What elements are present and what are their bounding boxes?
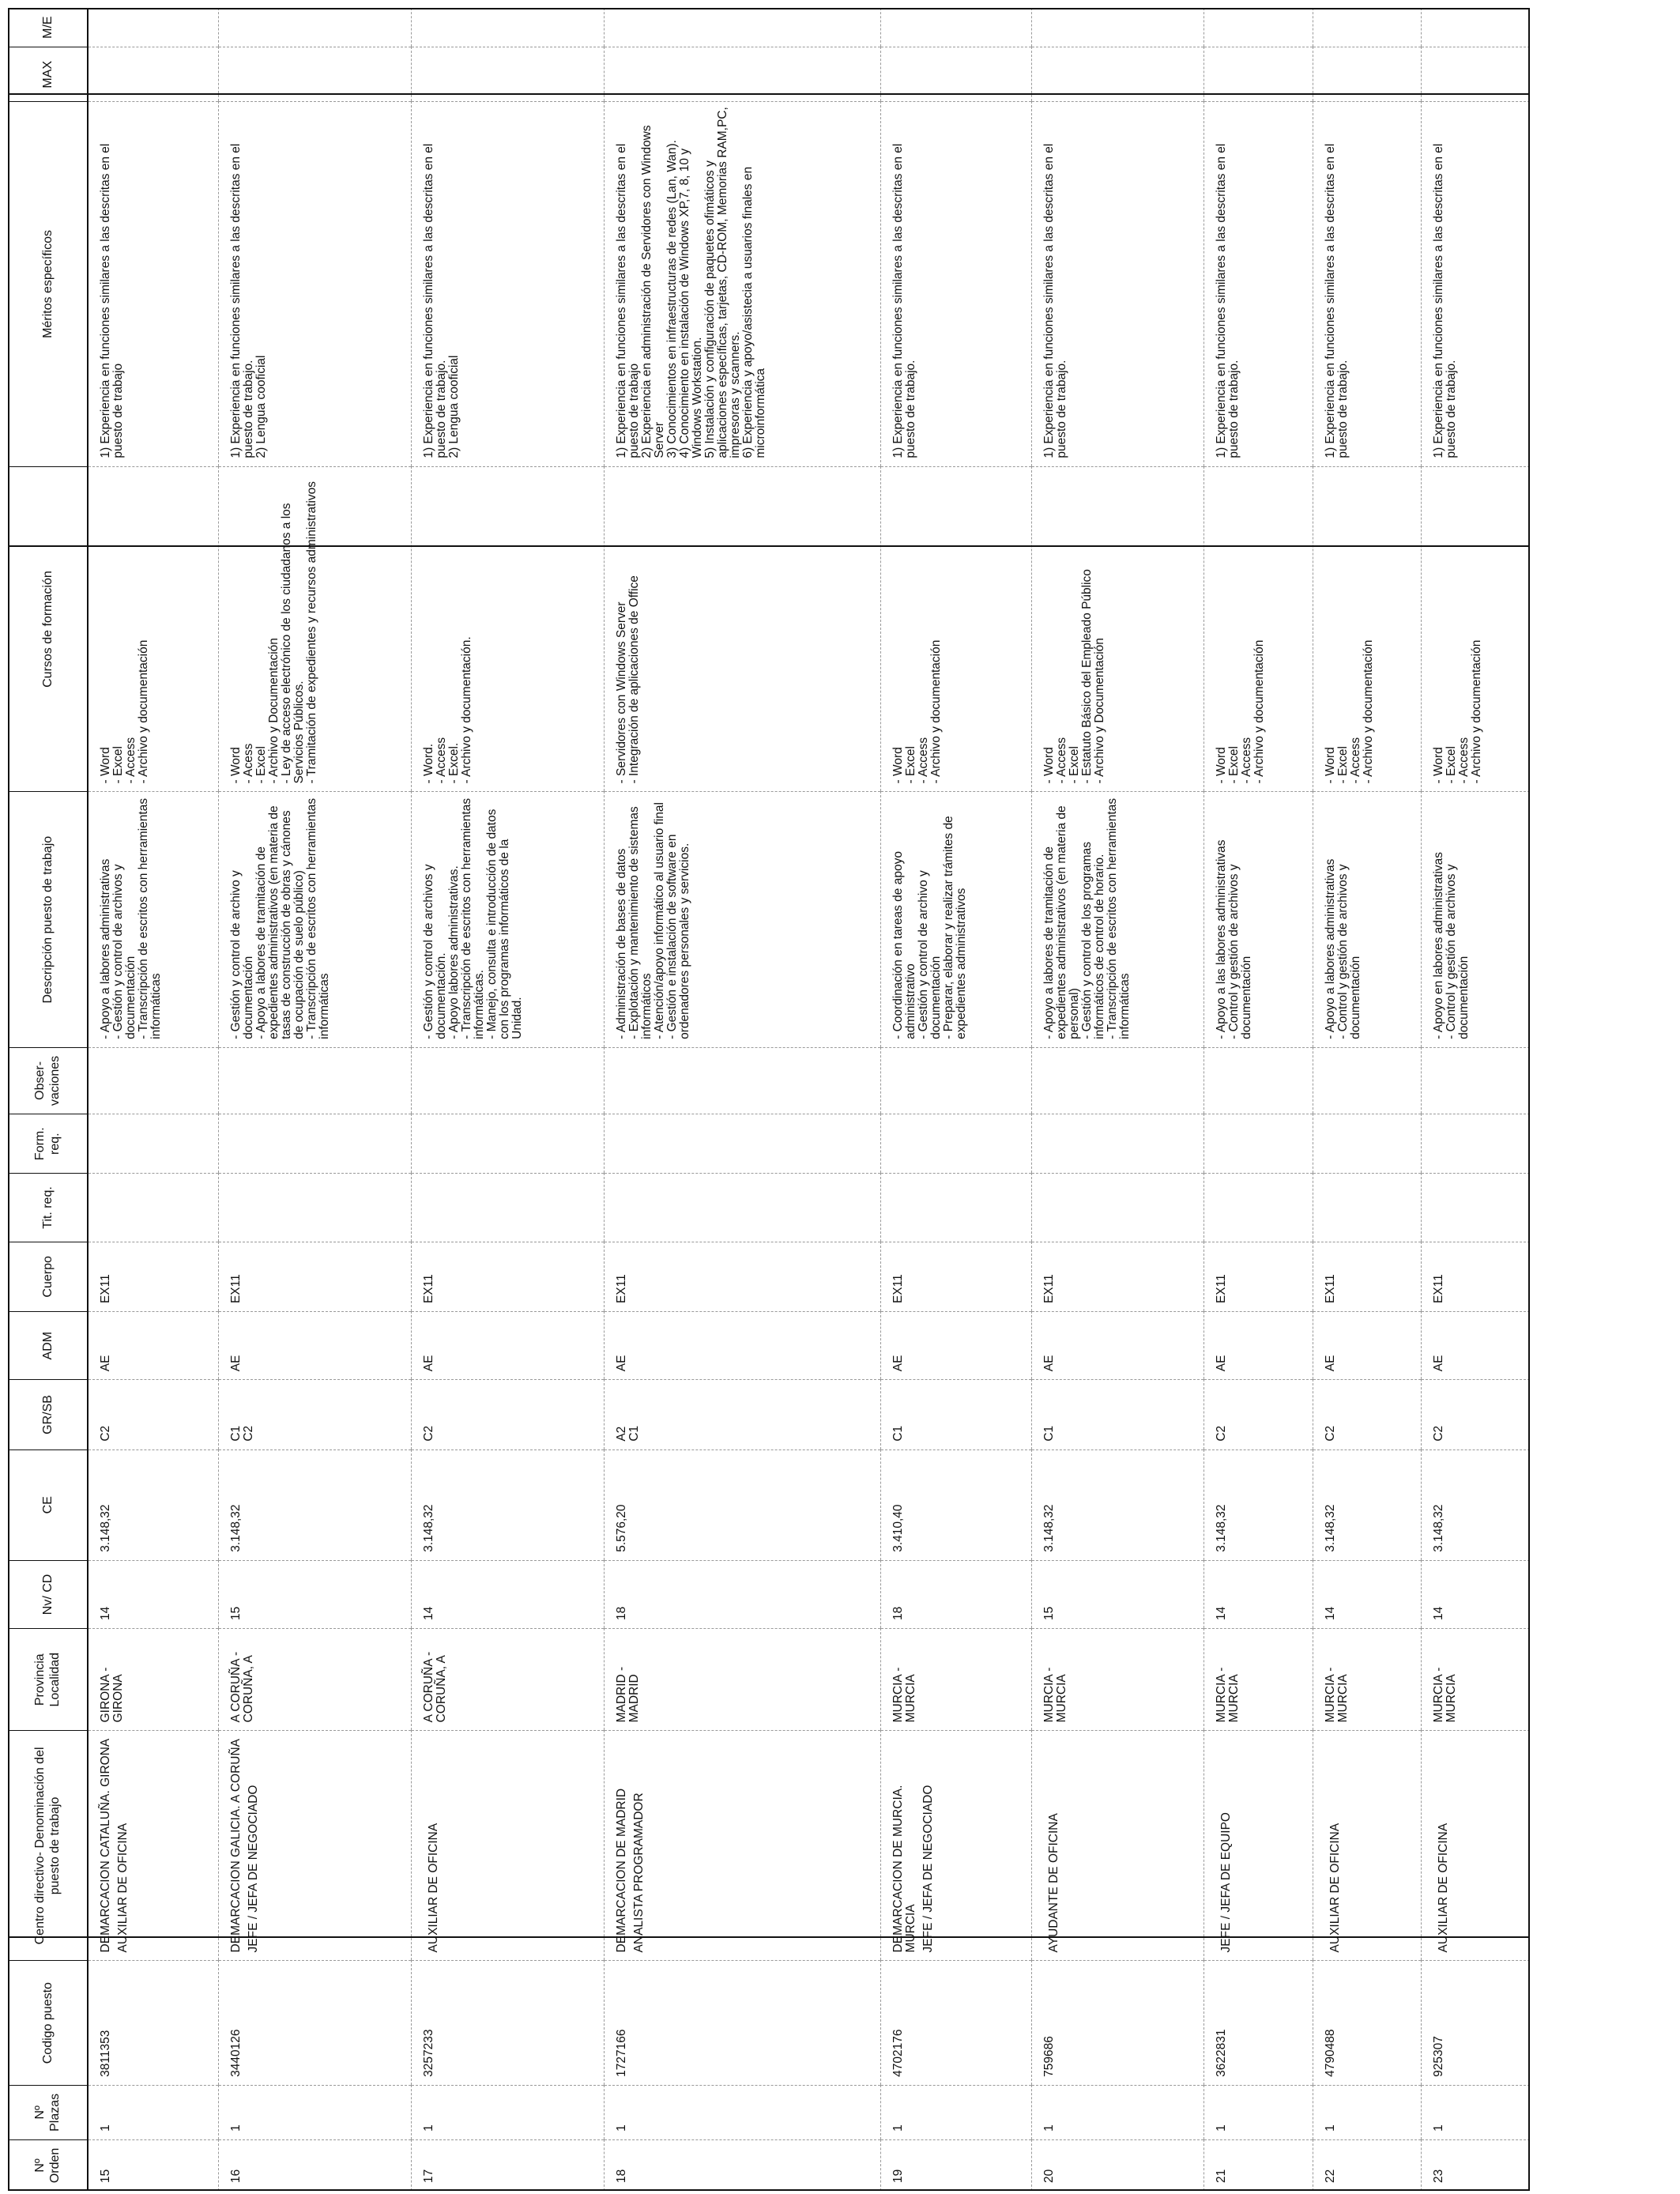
cell-orden: 18 — [604, 2139, 880, 2191]
col-header-formacion-req: Form. req. — [8, 1114, 88, 1173]
cell-plazas: 1 — [881, 2085, 1032, 2139]
cell-denominacion — [1313, 1731, 1422, 1961]
col-header-nivel: Nv/ CD — [8, 1560, 88, 1628]
cell-nivel: 14 — [88, 1560, 218, 1628]
cell-ce: 3.148,32 — [88, 1449, 218, 1560]
cell-ce: 3.148,32 — [1203, 1449, 1313, 1560]
puesto-denominacion: AUXILIAR DE OFICINA — [426, 1823, 440, 1953]
cell-me — [881, 8, 1032, 47]
cell-titulacion — [411, 1174, 604, 1242]
cell-denominacion — [218, 1731, 411, 1961]
cell-grupo: C2 — [1313, 1380, 1422, 1449]
cell-adm: AE — [411, 1312, 604, 1380]
cell-nivel: 15 — [1032, 1560, 1204, 1628]
col-header-me: M/E — [8, 8, 88, 47]
cell-observaciones — [604, 1047, 880, 1114]
cell-cuerpo: EX11 — [1313, 1242, 1422, 1311]
table-row — [604, 8, 880, 2191]
cell-me — [604, 8, 880, 47]
cell-max — [411, 47, 604, 102]
centro-directivo: DEMARCACION DE MURCIA. MURCIA — [891, 1785, 918, 1953]
cell-orden: 15 — [88, 2139, 218, 2191]
header-row — [8, 8, 88, 2191]
cell-codigo: 3257233 — [411, 1961, 604, 2085]
cell-denominacion — [1422, 1731, 1530, 1961]
cell-orden: 20 — [1032, 2139, 1204, 2191]
cell-titulacion — [1313, 1174, 1422, 1242]
cell-plazas: 1 — [1422, 2085, 1530, 2139]
cell-max — [1422, 47, 1530, 102]
cell-descripcion: - Gestión y control de archivos y documentación. - Apoyo labores administrativas. - Transcripción de escritos con herramientas informáticas. - Manejo, consulta e introducción de datos con los programas informáticos de la Unidad. — [411, 792, 604, 1047]
cell-formacion-req — [1313, 1114, 1422, 1173]
puesto-denominacion: AYUDANTE DE OFICINA — [1047, 1813, 1061, 1953]
cell-plazas: 1 — [218, 2085, 411, 2139]
cell-ce: 3.148,32 — [1032, 1449, 1204, 1560]
cell-grupo: C1 — [881, 1380, 1032, 1449]
col-header-cuerpo: Cuerpo — [8, 1242, 88, 1311]
cell-cursos: - Word - Excel - Access - Archivo y documentación — [88, 466, 218, 792]
col-header-denominacion: Centro directivo- Denominación del puesto de trabajo — [8, 1731, 88, 1961]
cell-me — [411, 8, 604, 47]
cell-max — [218, 47, 411, 102]
cell-observaciones — [88, 1047, 218, 1114]
cell-max — [1032, 47, 1204, 102]
cell-orden: 21 — [1203, 2139, 1313, 2191]
cell-codigo: 4702176 — [881, 1961, 1032, 2085]
cell-me — [1203, 8, 1313, 47]
cell-denominacion — [604, 1731, 880, 1961]
col-header-titulacion: Tit. req. — [8, 1174, 88, 1242]
cell-grupo: C2 — [1422, 1380, 1530, 1449]
cell-plazas: 1 — [88, 2085, 218, 2139]
cell-cuerpo: EX11 — [1032, 1242, 1204, 1311]
table-row — [881, 8, 1032, 2191]
cell-codigo: 4790488 — [1313, 1961, 1422, 2085]
cell-cuerpo: EX11 — [411, 1242, 604, 1311]
cell-grupo: A2 C1 — [604, 1380, 880, 1449]
col-header-observaciones: Obser- vaciones — [8, 1047, 88, 1114]
col-header-grupo: GR/SB — [8, 1380, 88, 1449]
cell-descripcion: - Apoyo a labores administrativas - Control y gestión de archivos y documentación — [1313, 792, 1422, 1047]
cell-formacion-req — [1422, 1114, 1530, 1173]
cell-titulacion — [218, 1174, 411, 1242]
cell-max — [1203, 47, 1313, 102]
cell-ce: 3.148,32 — [411, 1449, 604, 1560]
cell-adm: AE — [1422, 1312, 1530, 1380]
col-header-plazas: Nº Plazas — [8, 2085, 88, 2139]
cell-orden: 19 — [881, 2139, 1032, 2191]
cell-descripcion: - Apoyo a labores de tramitación de expedientes administrativos (en materia de personal) - Gestión y control de los programas informáticos de control de horario. - Transcripción de escritos con herramientas informáticas — [1032, 792, 1204, 1047]
cell-provincia: A CORUÑA - CORUÑA, A — [218, 1629, 411, 1731]
col-header-cursos: Cursos de formación — [8, 466, 88, 792]
cell-grupo: C2 — [411, 1380, 604, 1449]
cell-descripcion: - Administración de bases de datos - Explotación y mantenimiento de sistemas informáticos - Atención/apoyo informático al usuario final - Gestión e instalación de software en ordenadores personales y servicios. — [604, 792, 880, 1047]
cell-observaciones — [1313, 1047, 1422, 1114]
cell-meritos: 1) Experiencia en funciones similares a las descritas en el puesto de trabajo — [88, 102, 218, 466]
cell-descripcion: - Apoyo en labores administrativas - Control y gestión de archivos y documentación — [1422, 792, 1530, 1047]
puesto-denominacion: AUXILIAR DE OFICINA — [1328, 1823, 1342, 1953]
cell-meritos: 1) Experiencia en funciones similares a las descritas en el puesto de trabajo. — [1313, 102, 1422, 466]
table-row — [88, 8, 218, 2191]
cell-provincia: GIRONA - GIRONA — [88, 1629, 218, 1731]
col-header-ce: CE — [8, 1449, 88, 1560]
cell-me — [1313, 8, 1422, 47]
table-row — [411, 8, 604, 2191]
centro-directivo: DEMARCACION CATALUÑA. GIRONA — [99, 1738, 112, 1953]
cell-adm: AE — [1032, 1312, 1204, 1380]
cell-nivel: 14 — [1313, 1560, 1422, 1628]
cell-adm: AE — [1313, 1312, 1422, 1380]
cell-formacion-req — [411, 1114, 604, 1173]
cell-observaciones — [1203, 1047, 1313, 1114]
cell-codigo: 925307 — [1422, 1961, 1530, 2085]
cell-descripcion: - Apoyo a labores administrativas - Gestión y control de archivos y documentación - Transcripción de escritos con herramientas informáticas — [88, 792, 218, 1047]
cell-max — [88, 47, 218, 102]
cell-cursos: - Word - Excel - Access - Archivo y documentación — [881, 466, 1032, 792]
cell-cuerpo: EX11 — [218, 1242, 411, 1311]
cell-meritos: 1) Experiencia en funciones similares a las descritas en el puesto de trabajo. — [881, 102, 1032, 466]
cell-cursos: - Word - Acess - Excel - Archivo y Documentación - Ley de acceso electrónico de los ciudadanos a los Servicios Públicos. - Tramitación de expedientes y recursos administrativos — [218, 466, 411, 792]
puesto-denominacion: JEFE / JEFA DE NEGOCIADO — [246, 1785, 260, 1953]
cell-meritos: 1) Experiencia en funciones similares a las descritas en el puesto de trabajo. — [1032, 102, 1204, 466]
cell-nivel: 18 — [881, 1560, 1032, 1628]
cell-meritos: 1) Experiencia en funciones similares a las descritas en el puesto de trabajo 2) Experiencia en administración de Servidores con Windows Server 3) Conocimientos en infraestructuras de redes (Lan, Wan). 4) Conocimiento en instalación de Windows XP,7, 8, 10 y Windows Workstation. 5) Instalación y configuración de paquetes ofimáticos y aplicaciones específicas, tarjetas, CD-ROM, Memorias RAM,PC, impresoras y scanners. 6) Experiencia y apoyo/asistecia a usuarios finales en microinformática — [604, 102, 880, 466]
cell-observaciones — [1032, 1047, 1204, 1114]
cell-formacion-req — [1203, 1114, 1313, 1173]
cell-me — [1032, 8, 1204, 47]
cell-formacion-req — [881, 1114, 1032, 1173]
cell-me — [1422, 8, 1530, 47]
centro-directivo: DEMARCACION DE MADRID — [614, 1788, 628, 1953]
cell-provincia: A CORUÑA - CORUÑA, A — [411, 1629, 604, 1731]
col-header-meritos: Méritos específicos — [8, 102, 88, 466]
cell-denominacion — [88, 1731, 218, 1961]
table-row — [1422, 8, 1530, 2191]
cell-orden: 22 — [1313, 2139, 1422, 2191]
cell-grupo: C1 — [1032, 1380, 1204, 1449]
cell-codigo: 3811353 — [88, 1961, 218, 2085]
col-header-codigo: Codigo puesto — [8, 1961, 88, 2085]
table-row — [218, 8, 411, 2191]
cell-titulacion — [1422, 1174, 1530, 1242]
cell-descripcion: - Gestión y control de archivo y documentación - Apoyo a labores de tramitación de expedientes administrativos (en materia de tasas de construcción de obras y cánones de ocupación de suelo público) - Transcripción de escritos con herramientas informáticas — [218, 792, 411, 1047]
cell-titulacion — [1203, 1174, 1313, 1242]
cell-grupo: C2 — [88, 1380, 218, 1449]
cell-cuerpo: EX11 — [881, 1242, 1032, 1311]
cell-adm: AE — [218, 1312, 411, 1380]
cell-titulacion — [88, 1174, 218, 1242]
cell-me — [218, 8, 411, 47]
cell-me — [88, 8, 218, 47]
puesto-denominacion: JEFE / JEFA DE EQUIPO — [1219, 1812, 1233, 1953]
cell-observaciones — [411, 1047, 604, 1114]
cell-nivel: 14 — [1422, 1560, 1530, 1628]
cell-formacion-req — [604, 1114, 880, 1173]
cell-max — [881, 47, 1032, 102]
cell-cursos: - Word - Access - Excel - Estatuto Básico del Empleado Público - Archivo y Documentación — [1032, 466, 1204, 792]
cell-provincia: MURCIA - MURCIA — [1203, 1629, 1313, 1731]
cell-cursos: - Word - Excel - Access - Archivo y documentación — [1203, 466, 1313, 792]
col-header-max: MAX — [8, 47, 88, 102]
cell-cursos: - Word. - Access - Excel. - Archivo y documentación. — [411, 466, 604, 792]
puesto-denominacion: ANALISTA PROGRAMADOR — [631, 1793, 646, 1953]
cell-denominacion — [1203, 1731, 1313, 1961]
cell-grupo: C1 C2 — [218, 1380, 411, 1449]
cell-ce: 3.148,32 — [218, 1449, 411, 1560]
cell-descripcion: - Apoyo a las labores administrativas - Control y gestión de archivos y documentación — [1203, 792, 1313, 1047]
cell-descripcion: - Coordinación en tareas de apoyo administrativo - Gestión y control de archivo y documentación - Preparar, elaborar y realizar trámites de expedientes administrativos — [881, 792, 1032, 1047]
col-header-descripcion: Descripción puesto de trabajo — [8, 792, 88, 1047]
cell-codigo: 1727166 — [604, 1961, 880, 2085]
cell-provincia: MURCIA - MURCIA — [1313, 1629, 1422, 1731]
cell-nivel: 14 — [1203, 1560, 1313, 1628]
cell-codigo: 3622831 — [1203, 1961, 1313, 2085]
cell-nivel: 15 — [218, 1560, 411, 1628]
cell-meritos: 1) Experiencia en funciones similares a las descritas en el puesto de trabajo. — [1203, 102, 1313, 466]
cell-formacion-req — [88, 1114, 218, 1173]
cell-orden: 16 — [218, 2139, 411, 2191]
cell-plazas: 1 — [411, 2085, 604, 2139]
cell-denominacion — [411, 1731, 604, 1961]
cell-adm: AE — [88, 1312, 218, 1380]
cell-adm: AE — [881, 1312, 1032, 1380]
cell-provincia: MURCIA - MURCIA — [1422, 1629, 1530, 1731]
cell-meritos: 1) Experiencia en funciones similares a las descritas en el puesto de trabajo. 2) Lengua cooficial — [218, 102, 411, 466]
cell-provincia: MURCIA - MURCIA — [881, 1629, 1032, 1731]
puesto-denominacion: AUXILIAR DE OFICINA — [1437, 1823, 1451, 1953]
table-row — [1032, 8, 1204, 2191]
cell-cuerpo: EX11 — [88, 1242, 218, 1311]
cell-nivel: 18 — [604, 1560, 880, 1628]
cell-denominacion — [1032, 1731, 1204, 1961]
col-header-provincia: Provincia Localidad — [8, 1629, 88, 1731]
cell-ce: 3.410,40 — [881, 1449, 1032, 1560]
rotated-table-sheet — [8, 8, 1530, 2191]
table-row — [1203, 8, 1313, 2191]
cell-cuerpo: EX11 — [1203, 1242, 1313, 1311]
cell-provincia: MURCIA - MURCIA — [1032, 1629, 1204, 1731]
cell-ce: 3.148,32 — [1422, 1449, 1530, 1560]
cell-meritos: 1) Experiencia en funciones similares a las descritas en el puesto de trabajo. 2) Lengua cooficial — [411, 102, 604, 466]
cell-cuerpo: EX11 — [604, 1242, 880, 1311]
col-header-orden: Nº Orden — [8, 2139, 88, 2191]
cell-plazas: 1 — [1313, 2085, 1422, 2139]
cell-adm: AE — [1203, 1312, 1313, 1380]
cell-observaciones — [218, 1047, 411, 1114]
cell-denominacion — [881, 1731, 1032, 1961]
cell-orden: 17 — [411, 2139, 604, 2191]
table-row — [1313, 8, 1422, 2191]
cell-observaciones — [1422, 1047, 1530, 1114]
cell-titulacion — [604, 1174, 880, 1242]
cell-grupo: C2 — [1203, 1380, 1313, 1449]
cell-ce: 5.576,20 — [604, 1449, 880, 1560]
cell-cursos: - Servidores con Windows Server - Integración de aplicaciones de Office — [604, 466, 880, 792]
cell-cursos: - Word - Excel - Access - Archivo y documentación — [1422, 466, 1530, 792]
cell-titulacion — [1032, 1174, 1204, 1242]
cell-max — [1313, 47, 1422, 102]
cell-cursos: - Word - Excel - Access - Archivo y documentación — [1313, 466, 1422, 792]
cell-codigo: 759686 — [1032, 1961, 1204, 2085]
cell-plazas: 1 — [604, 2085, 880, 2139]
cell-plazas: 1 — [1203, 2085, 1313, 2139]
cell-formacion-req — [218, 1114, 411, 1173]
puesto-denominacion: AUXILIAR DE OFICINA — [116, 1823, 130, 1953]
cell-ce: 3.148,32 — [1313, 1449, 1422, 1560]
cell-nivel: 14 — [411, 1560, 604, 1628]
puesto-denominacion: JEFE / JEFA DE NEGOCIADO — [921, 1785, 936, 1953]
cell-adm: AE — [604, 1312, 880, 1380]
cell-plazas: 1 — [1032, 2085, 1204, 2139]
cell-observaciones — [881, 1047, 1032, 1114]
cell-max — [604, 47, 880, 102]
cell-cuerpo: EX11 — [1422, 1242, 1530, 1311]
cell-orden: 23 — [1432, 2169, 1446, 2183]
centro-directivo: DEMARCACION GALICIA. A CORUÑA — [228, 1739, 243, 1953]
cell-formacion-req — [1032, 1114, 1204, 1173]
cell-provincia: MADRID - MADRID — [604, 1629, 880, 1731]
col-header-adm: ADM — [8, 1312, 88, 1380]
cell-meritos: 1) Experiencia en funciones similares a las descritas en el puesto de trabajo. — [1422, 102, 1530, 466]
cell-codigo: 3440126 — [218, 1961, 411, 2085]
job-positions-table — [8, 8, 1530, 2191]
cell-titulacion — [881, 1174, 1032, 1242]
